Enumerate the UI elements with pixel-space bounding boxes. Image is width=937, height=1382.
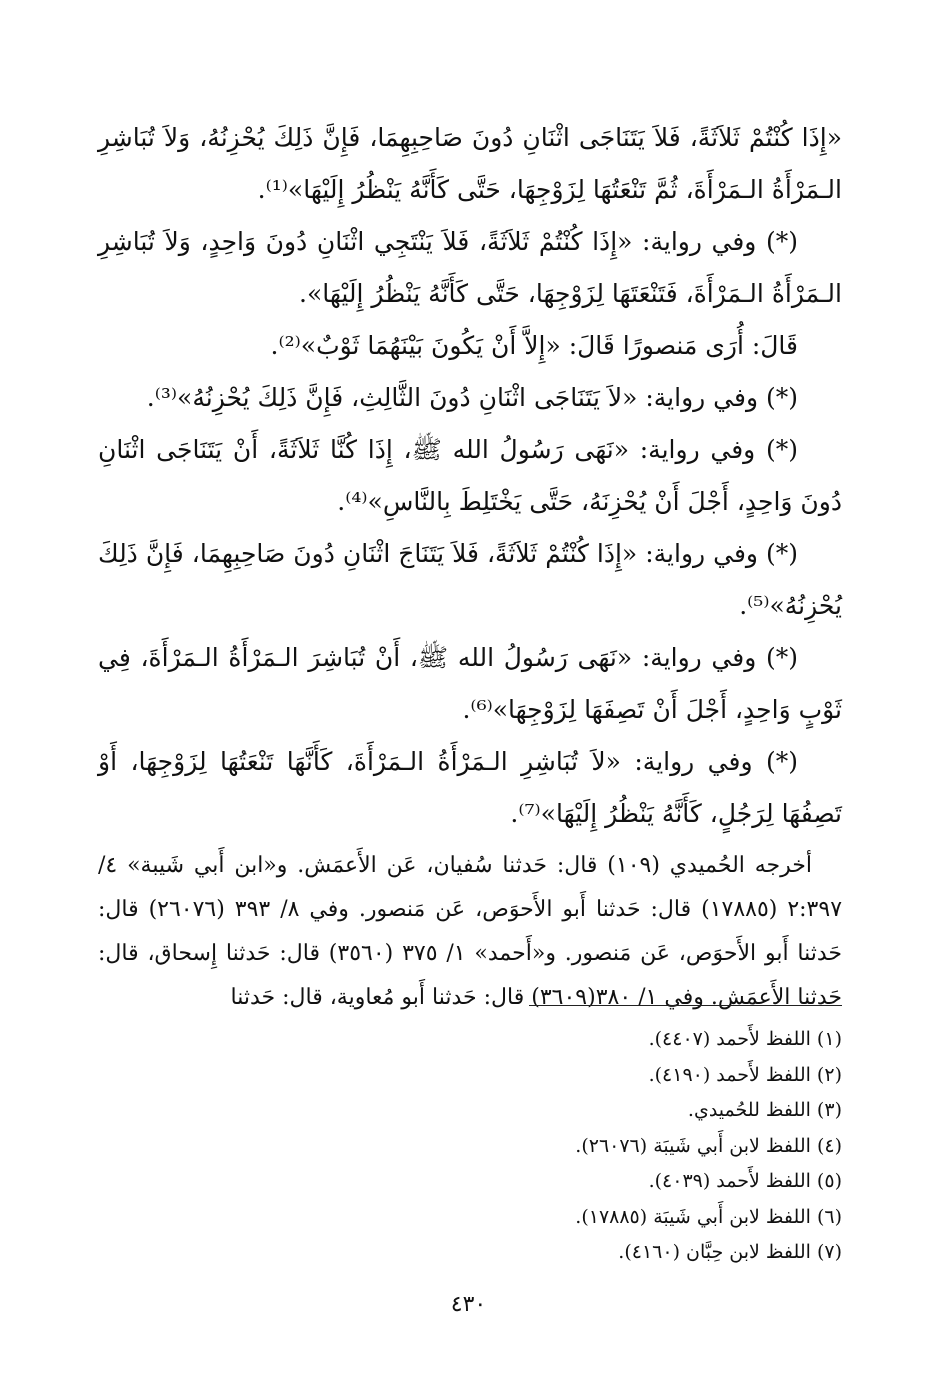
footnote: (١) اللفظ لأَحمد (٤٤٠٧).	[648, 1028, 842, 1050]
narration-variant: (*) وفي رواية: «نَهَى رَسُولُ الله ﷺ، أَنْ تُبَاشِرَ الـمَرْأَةُ الـمَرْأَةَ، فِي ثَوْبٍ وَاحِدٍ، أَجْلَ أَنْ تَصِفَهَا لِزَوْجِهَا»⁽⁶⁾.	[98, 643, 842, 724]
narration-variant: (*) وفي رواية: «نَهَى رَسُولُ الله ﷺ، إِذَا كُنَّا ثَلاَثَةً، أَنْ يَتَنَاجَى اثْنَانِ دُونَ وَاحِدٍ، أَجْلَ أَنْ يُحْزِنَهُ، حَتَّى يَخْتَلِطَ بِالنَّاسِ»⁽⁴⁾.	[98, 435, 842, 516]
footnote-separator	[529, 1005, 842, 1006]
footnote: (٦) اللفظ لابن أَبي شَيبَة (١٧٨٨٥).	[575, 1205, 842, 1228]
narration-variant: (*) وفي رواية: «إِذَا كُنْتُمْ ثَلاَثَةً، فَلاَ يَتَنَاجَ اثْنَانِ دُونَ صَاحِبِهِمَا، فَإِنَّ ذَلِكَ يُحْزِنُهُ»⁽⁵⁾.	[98, 539, 842, 620]
narration-variant: (*) وفي رواية: «لاَ تُبَاشِرِ الـمَرْأَةُ الـمَرْأَةَ، كَأَنَّهَا تَنْعَتُهَا لِزَوْجِهَا، أَوْ تَصِفُهَا لِرَجُلٍ، كَأَنَّهُ يَنْظُرُ إِلَيْهَا»⁽⁷⁾.	[98, 747, 842, 828]
footnote: (٣) اللفظ للحُميدي.	[687, 1099, 842, 1121]
narration-variant: (*) وفي رواية: «إِذَا كُنْتُمْ ثَلاَثَةً، فَلاَ يَنْتَجِي اثْنَانِ دُونَ وَاحِدٍ، وَلاَ تُبَاشِرِ الـمَرْأَةُ الـمَرْأَةَ، فَتَنْعَتَهَا لِزَوْجِهَا، حَتَّى كَأَنَّهُ يَنْظُرُ إِلَيْهَا».	[98, 227, 842, 308]
narrator-remark: قَالَ: أُرَى مَنصورًا قَالَ: «إِلاَّ أَنْ يَكُونَ بَيْنَهُمَا ثَوْبٌ»⁽²⁾.	[270, 331, 798, 360]
footnotes-list	[98, 1022, 842, 1271]
main-text	[98, 112, 842, 1020]
narration-variant: (*) وفي رواية: «لاَ يَتَنَاجَى اثْنَانِ دُونَ الثَّالِثِ، فَإِنَّ ذَلِكَ يُحْزِنُهُ»⁽³⁾.	[146, 383, 798, 412]
footnote: (٥) اللفظ لأَحمد (٤٠٣٩).	[648, 1170, 842, 1192]
page-number: ٤٣٠	[450, 1292, 487, 1317]
footnote: (٧) اللفظ لابن حِبَّان (٤١٦٠).	[618, 1241, 842, 1263]
hadith-paragraph: «إِذَا كُنْتُمْ ثَلاَثَةً، فَلاَ يَتَنَاجَى اثْنَانِ دُونَ صَاحِبِهِمَا، فَإِنَّ ذَلِكَ يُحْزِنُهُ، وَلاَ تُبَاشِرِ الـمَرْأَةُ الـمَرْأَةَ، ثُمَّ تَنْعَتُهَا لِزَوْجِهَا، حَتَّى كَأَنَّهُ يَنْظُرُ إِلَيْهَا»⁽¹⁾.	[98, 123, 842, 204]
source-citation: أخرجه الحُميدي (١٠٩) قال: حَدثنا سُفيان، عَن الأَعمَش. و«ابن أَبي شَيبة» ٤/ ٢:٣٩٧ (١٧٨٨٥) قال: حَدثنا أَبو الأَحوَص، عَن مَنصور. وفي ٨/ ٣٩٣ (٢٦٠٧٦) قال: حَدثنا أَبو الأَحوَص، عَن مَنصور. و«أَحمد» ١/ ٣٧٥ (٣٥٦٠) قال: حَدثنا إِسحاق، قال: حَدثنا الأَعمَش. وفي ١/ ٣٨٠(٣٦٠٩) قال: حَدثنا أَبو مُعاوية، قال: حَدثنا	[98, 853, 843, 1010]
footnote: (٢) اللفظ لأَحمد (٤١٩٠).	[648, 1063, 842, 1086]
footnote: (٤) اللفظ لابن أَبي شَيبَة (٢٦٠٧٦).	[575, 1134, 842, 1157]
